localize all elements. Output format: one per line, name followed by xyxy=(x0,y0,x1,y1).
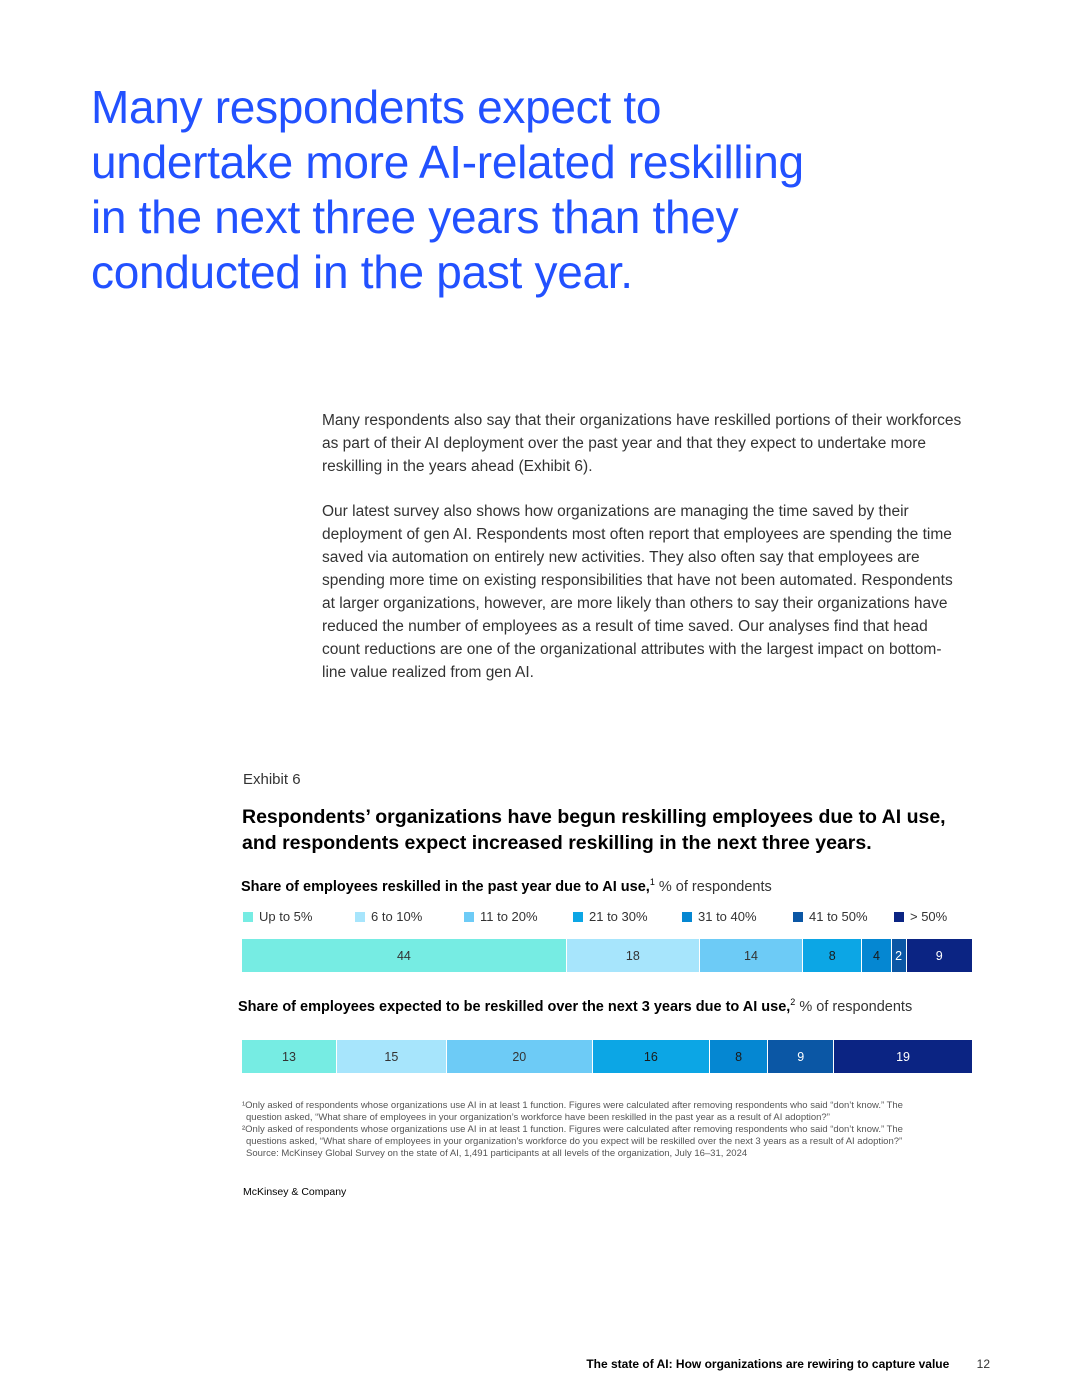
bar-value-label: 9 xyxy=(797,1049,805,1064)
legend-label: 6 to 10% xyxy=(371,909,423,924)
bar-segment xyxy=(862,939,892,972)
legend-label: 41 to 50% xyxy=(809,909,868,924)
chart-legend xyxy=(243,909,983,927)
legend-label: 11 to 20% xyxy=(480,909,538,924)
bar-segment xyxy=(834,1040,973,1073)
chart-subtitle-past-year xyxy=(241,877,772,895)
bar-value-label: 15 xyxy=(384,1049,399,1064)
footnote-1: ¹Only asked of respondents whose organizations use AI in at least 1 function. Figures were calculated after removing respondents who said “don’t know.” The xyxy=(242,1100,903,1111)
bar-value-label: 2 xyxy=(895,948,903,963)
headline xyxy=(91,80,851,300)
legend-swatch xyxy=(573,912,583,922)
bar-value-label: 9 xyxy=(935,948,943,963)
footnotes xyxy=(242,1100,972,1160)
legend-item xyxy=(573,909,648,924)
footnote-2: ²Only asked of respondents whose organizations use AI in at least 1 function. Figures were calculated after removing respondents who said “don’t know.” The xyxy=(242,1124,903,1135)
legend-item xyxy=(894,909,947,924)
legend-swatch xyxy=(355,912,365,922)
bar-value-label: 14 xyxy=(744,948,758,963)
legend-item xyxy=(682,909,757,924)
legend-swatch xyxy=(793,912,803,922)
legend-label: 21 to 30% xyxy=(589,909,648,924)
bar-value-label: 8 xyxy=(735,1049,743,1064)
legend-label: 31 to 40% xyxy=(698,909,757,924)
bar-segment xyxy=(768,1040,834,1073)
bar-segment xyxy=(892,939,907,972)
bar-segment xyxy=(593,1040,710,1073)
body-paragraph: Many respondents also say that their organizations have reskilled portions of their workforces as part of their AI deployment over the past year and that they expect to undertake more reskilling in the years ahead (Exhibit 6). xyxy=(322,412,962,475)
bar-segment xyxy=(447,1040,593,1073)
bar-segment xyxy=(907,939,973,972)
subtitle-unit: % of respondents xyxy=(799,998,913,1015)
bar-value-label: 20 xyxy=(512,1049,527,1064)
bar-value-label: 16 xyxy=(643,1049,658,1064)
bar-segment xyxy=(567,939,700,972)
legend-swatch xyxy=(894,912,904,922)
stacked-bar-past-year xyxy=(242,939,973,972)
footnote-mark: 2 xyxy=(790,997,796,1007)
footnote-mark: 1 xyxy=(649,877,655,887)
headline-line: in the next three years than they xyxy=(91,191,739,243)
page-footer xyxy=(586,1357,990,1371)
chart-subtitle-next-3-years xyxy=(238,997,912,1015)
headline-line: undertake more AI-related reskilling xyxy=(91,136,804,188)
legend-swatch xyxy=(464,912,474,922)
footnote-2-cont: questions asked, “What share of employees in your organization’s workforce do you expect will be reskilled over the next 3 years as a result of AI adoption?” xyxy=(246,1136,903,1147)
legend-swatch xyxy=(682,912,692,922)
legend-label: Up to 5% xyxy=(259,909,313,924)
bar-segment xyxy=(700,939,803,972)
headline-line: conducted in the past year. xyxy=(91,246,633,298)
legend-label: > 50% xyxy=(910,909,948,924)
bar-value-label: 8 xyxy=(828,948,836,963)
bar-value-label: 4 xyxy=(873,948,880,963)
bar-value-label: 19 xyxy=(896,1049,910,1064)
bar-value-label: 44 xyxy=(396,948,411,963)
exhibit-title: Respondents’ organizations have begun reskilling employees due to AI use, and respondents expect increased reskilling in the next three years. xyxy=(242,806,946,854)
bar-segment xyxy=(803,939,862,972)
subtitle-unit: % of respondents xyxy=(658,878,772,895)
legend-item xyxy=(355,909,422,924)
footnote-1-cont: question asked, “What share of employees in your organization’s workforce have been reskilled in the past year as a result of AI adoption?” xyxy=(246,1112,830,1123)
bar-segment xyxy=(337,1040,447,1073)
legend-item xyxy=(464,909,538,924)
body-text xyxy=(322,409,962,706)
bar-segment xyxy=(242,939,567,972)
bar-value-label: 18 xyxy=(625,948,640,963)
bar-segment xyxy=(710,1040,768,1073)
exhibit-label: Exhibit 6 xyxy=(243,771,301,788)
footnote-source: Source: McKinsey Global Survey on the state of AI, 1,491 participants at all levels of the organization, July 16–31, 2024 xyxy=(246,1148,748,1159)
footer-doc-title: The state of AI: How organizations are rewiring to capture value xyxy=(586,1357,950,1371)
legend-item xyxy=(793,909,868,924)
page-number: 12 xyxy=(976,1357,990,1371)
bar-segment xyxy=(242,1040,337,1073)
bar-value-label: 13 xyxy=(282,1049,296,1064)
subtitle-bold: Share of employees expected to be reskilled over the next 3 years due to AI use, xyxy=(238,998,791,1015)
brand-name: McKinsey & Company xyxy=(243,1186,347,1198)
legend-item xyxy=(243,909,312,924)
body-paragraph: Our latest survey also shows how organizations are managing the time saved by their deployment of gen AI. Respondents most often report that employees are spending the time saved via automation on entirely new activities. They also often say that employees are spending more time on existing responsibilities that have not been automated. Respondents at larger organizations, however, are more likely than others to say their organizations have reduced the number of employees as a result of time saved. Our analyses find that head count reductions are one of the organizational attributes with the largest impact on bottom-line value realized from gen AI. xyxy=(322,503,953,681)
stacked-bar-next-3-years xyxy=(242,1040,973,1073)
subtitle-bold: Share of employees reskilled in the past year due to AI use, xyxy=(241,878,650,895)
headline-line: Many respondents expect to xyxy=(91,81,662,133)
legend-swatch xyxy=(243,912,253,922)
